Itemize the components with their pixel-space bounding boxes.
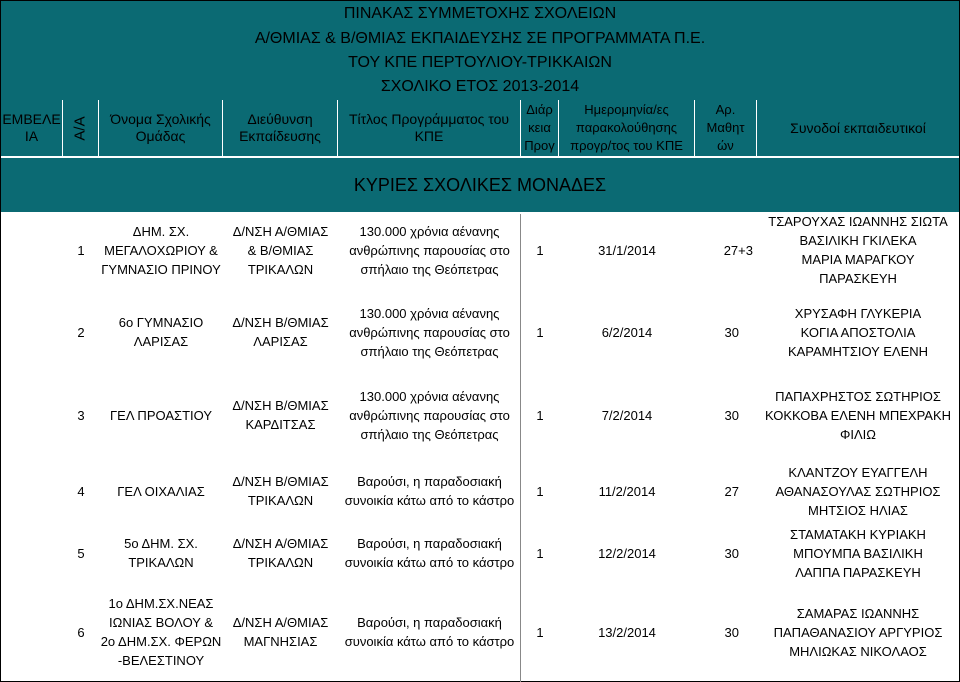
directorate-cell: Δ/ΝΣΗ Α/ΘΜΙΑΣ ΤΡΙΚΑΛΩΝ <box>232 536 329 570</box>
group-name-cell: 6ο ΓΥΜΝΑΣΙΟ ΛΑΡΙΣΑΣ <box>118 315 204 349</box>
program-cell: 130.000 χρόνια αένανης ανθρώπινης παρουσίας στο σπήλαιο της Θεόπετρας <box>349 388 510 442</box>
section-title-bar <box>1 158 959 212</box>
document-title-block <box>1 1 959 100</box>
program-cell: 130.000 χρόνια αένανης ανθρώπινης παρουσίας στο σπήλαιο της Θεόπετρας <box>349 305 510 359</box>
directorate-cell: Δ/ΝΣΗ Β/ΘΜΙΑΣ ΛΑΡΙΣΑΣ <box>232 315 329 349</box>
row-number: 3 <box>77 407 85 423</box>
header-program-title: Τίτλος Προγράμματος του ΚΠΕ <box>338 100 521 156</box>
date-cell: 11/2/2014 <box>598 483 656 499</box>
students-cell: 27 <box>724 483 739 499</box>
row-number: 2 <box>77 324 85 340</box>
students-cell: 30 <box>724 624 739 640</box>
header-teachers: Συνοδοί εκπαιδευτικοί <box>790 119 926 136</box>
row-number: 6 <box>77 624 85 640</box>
title-line-3: ΤΟΥ ΚΠΕ ΠΕΡΤΟΥΛΙΟΥ-ΤΡΙΚΚΑΙΩΝ <box>348 54 612 71</box>
duration-cell: 1 <box>536 407 544 423</box>
date-cell: 12/2/2014 <box>598 545 656 561</box>
header-aa: Α/Α <box>63 100 99 156</box>
duration-cell: 1 <box>536 483 544 499</box>
header-duration: Διάρ κεια Προγ <box>521 100 559 156</box>
group-name-cell: 1ο ΔΗΜ.ΣΧ.ΝΕΑΣ ΙΩΝΙΑΣ ΒΟΛΟΥ & 2ο ΔΗΜ.ΣΧ. ΦΕΡΩΝ -ΒΕΛΕΣΤΙΝΟΥ <box>100 596 222 668</box>
table-row <box>1 523 959 583</box>
date-cell: 7/2/2014 <box>601 407 653 423</box>
table-row <box>1 460 959 522</box>
duration-cell: 1 <box>536 545 544 561</box>
table-border-top <box>1 0 959 1</box>
row-number: 5 <box>77 545 85 561</box>
teachers-cell: ΣΤΑΜΑΤΑΚΗ ΚΥΡΙΑΚΗ ΜΠΟΥΜΠΑ ΒΑΣΙΛΙΚΗ ΛΑΠΠΑ ΠΑΡΑΣΚΕΥΗ <box>790 526 926 580</box>
program-cell: 130.000 χρόνια αένανης ανθρώπινης παρουσίας στο σπήλαιο της Θεόπετρας <box>349 223 510 277</box>
group-name-cell: 5ο ΔΗΜ. ΣΧ. ΤΡΙΚΑΛΩΝ <box>124 536 198 570</box>
students-cell: 27+3 <box>723 242 753 258</box>
column-divider <box>520 214 521 682</box>
directorate-cell: Δ/ΝΣΗ Α/ΘΜΙΑΣ ΜΑΓΝΗΣΙΑΣ <box>232 615 329 649</box>
duration-cell: 1 <box>536 324 544 340</box>
row-number: 1 <box>77 242 85 258</box>
header-embeleia: ΕΜΒΕΛΕ ΙΑ <box>1 100 63 156</box>
students-cell: 30 <box>724 545 739 561</box>
program-cell: Βαρούσι, η παραδοσιακή συνοικία κάτω από το κάστρο <box>344 474 515 508</box>
row-number: 4 <box>77 483 85 499</box>
teachers-cell: ΤΣΑΡΟΥΧΑΣ ΙΩΑΝΝΗΣ ΣΙΩΤΑ ΒΑΣΙΛΙΚΗ ΓΚΙΛΕΚΑ ΜΑΡΙΑ ΜΑΡΑΓΚΟΥ ΠΑΡΑΣΚΕΥΗ <box>768 214 948 286</box>
title-line-1: ΠΙΝΑΚΑΣ ΣΥΜΜΕΤΟΧΗΣ ΣΧΟΛΕΙΩΝ <box>343 5 617 22</box>
title-line-4: ΣΧΟΛΙΚΟ ΕΤΟΣ 2013-2014 <box>380 78 580 95</box>
duration-cell: 1 <box>536 624 544 640</box>
teachers-cell: ΚΛΑΝΤΖΟΥ ΕΥΑΓΓΕΛΗ ΑΘΑΝΑΣΟΥΛΑΣ ΣΩΤΗΡΙΟΣ ΜΗΤΣΙΟΣ ΗΛΙΑΣ <box>775 464 941 518</box>
students-cell: 30 <box>724 324 739 340</box>
header-students: Αρ. Μαθητ ών <box>695 100 757 156</box>
teachers-cell: ΠΑΠΑΧΡΗΣΤΟΣ ΣΩΤΗΡΙΟΣ ΚΟΚΚΟΒΑ ΕΛΕΝΗ ΜΠΕΧΡΑΚΗ ΦΙΛΙΩ <box>764 388 952 442</box>
directorate-cell: Δ/ΝΣΗ Β/ΘΜΙΑΣ ΤΡΙΚΑΛΩΝ <box>232 474 329 508</box>
program-cell: Βαρούσι, η παραδοσιακή συνοικία κάτω από το κάστρο <box>344 615 515 649</box>
group-name-cell: ΓΕΛ ΠΡΟΑΣΤΙΟΥ <box>110 407 212 423</box>
table-row <box>1 584 959 680</box>
section-title: ΚΥΡΙΕΣ ΣΧΟΛΙΚΕΣ ΜΟΝΑΔΕΣ <box>353 174 607 195</box>
header-group-name: Όνομα Σχολικής Ομάδας <box>99 100 223 156</box>
header-directorate: Διεύθυνση Εκπαίδευσης <box>223 100 338 156</box>
group-name-cell: ΔΗΜ. ΣΧ. ΜΕΓΑΛΟΧΩΡΙΟΥ & ΓΥΜΝΑΣΙΟ ΠΡΙΝΟΥ <box>101 223 221 277</box>
duration-cell: 1 <box>536 242 544 258</box>
group-name-cell: ΓΕΛ ΟΙΧΑΛΙΑΣ <box>117 483 205 499</box>
table-row <box>1 381 959 449</box>
date-cell: 31/1/2014 <box>598 242 656 258</box>
table-row <box>1 298 959 366</box>
students-cell: 30 <box>724 407 739 423</box>
table-border-left <box>0 0 1 682</box>
table-row <box>1 214 959 286</box>
program-cell: Βαρούσι, η παραδοσιακή συνοικία κάτω από το κάστρο <box>344 536 515 570</box>
teachers-cell: ΧΡΥΣΑΦΗ ΓΛΥΚΕΡΙΑ ΚΟΓΙΑ ΑΠΟΣΤΟΛΙΑ ΚΑΡΑΜΗΤΣΙΟΥ ΕΛΕΝΗ <box>787 305 929 359</box>
header-date: Ημερομηνία/ες παρακολούθησης προγρ/τος του ΚΠΕ <box>559 100 695 156</box>
table-header <box>1 100 959 156</box>
directorate-cell: Δ/ΝΣΗ Β/ΘΜΙΑΣ ΚΑΡΔΙΤΣΑΣ <box>232 398 329 432</box>
date-cell: 6/2/2014 <box>601 324 653 340</box>
teachers-cell: ΣΑΜΑΡΑΣ ΙΩΑΝΝΗΣ ΠΑΠΑΘΑΝΑΣΙΟΥ ΑΡΓΥΡΙΟΣ ΜΗΛΙΩΚΑΣ ΝΙΚΟΛΑΟΣ <box>773 605 943 659</box>
directorate-cell: Δ/ΝΣΗ Α/ΘΜΙΑΣ & Β/ΘΜΙΑΣ ΤΡΙΚΑΛΩΝ <box>232 223 329 277</box>
date-cell: 13/2/2014 <box>598 624 656 640</box>
title-line-2: Α/ΘΜΙΑΣ & Β/ΘΜΙΑΣ ΕΚΠΑΙΔΕΥΣΗΣ ΣΕ ΠΡΟΓΡΑΜΜΑΤΑ Π.Ε. <box>254 30 706 47</box>
